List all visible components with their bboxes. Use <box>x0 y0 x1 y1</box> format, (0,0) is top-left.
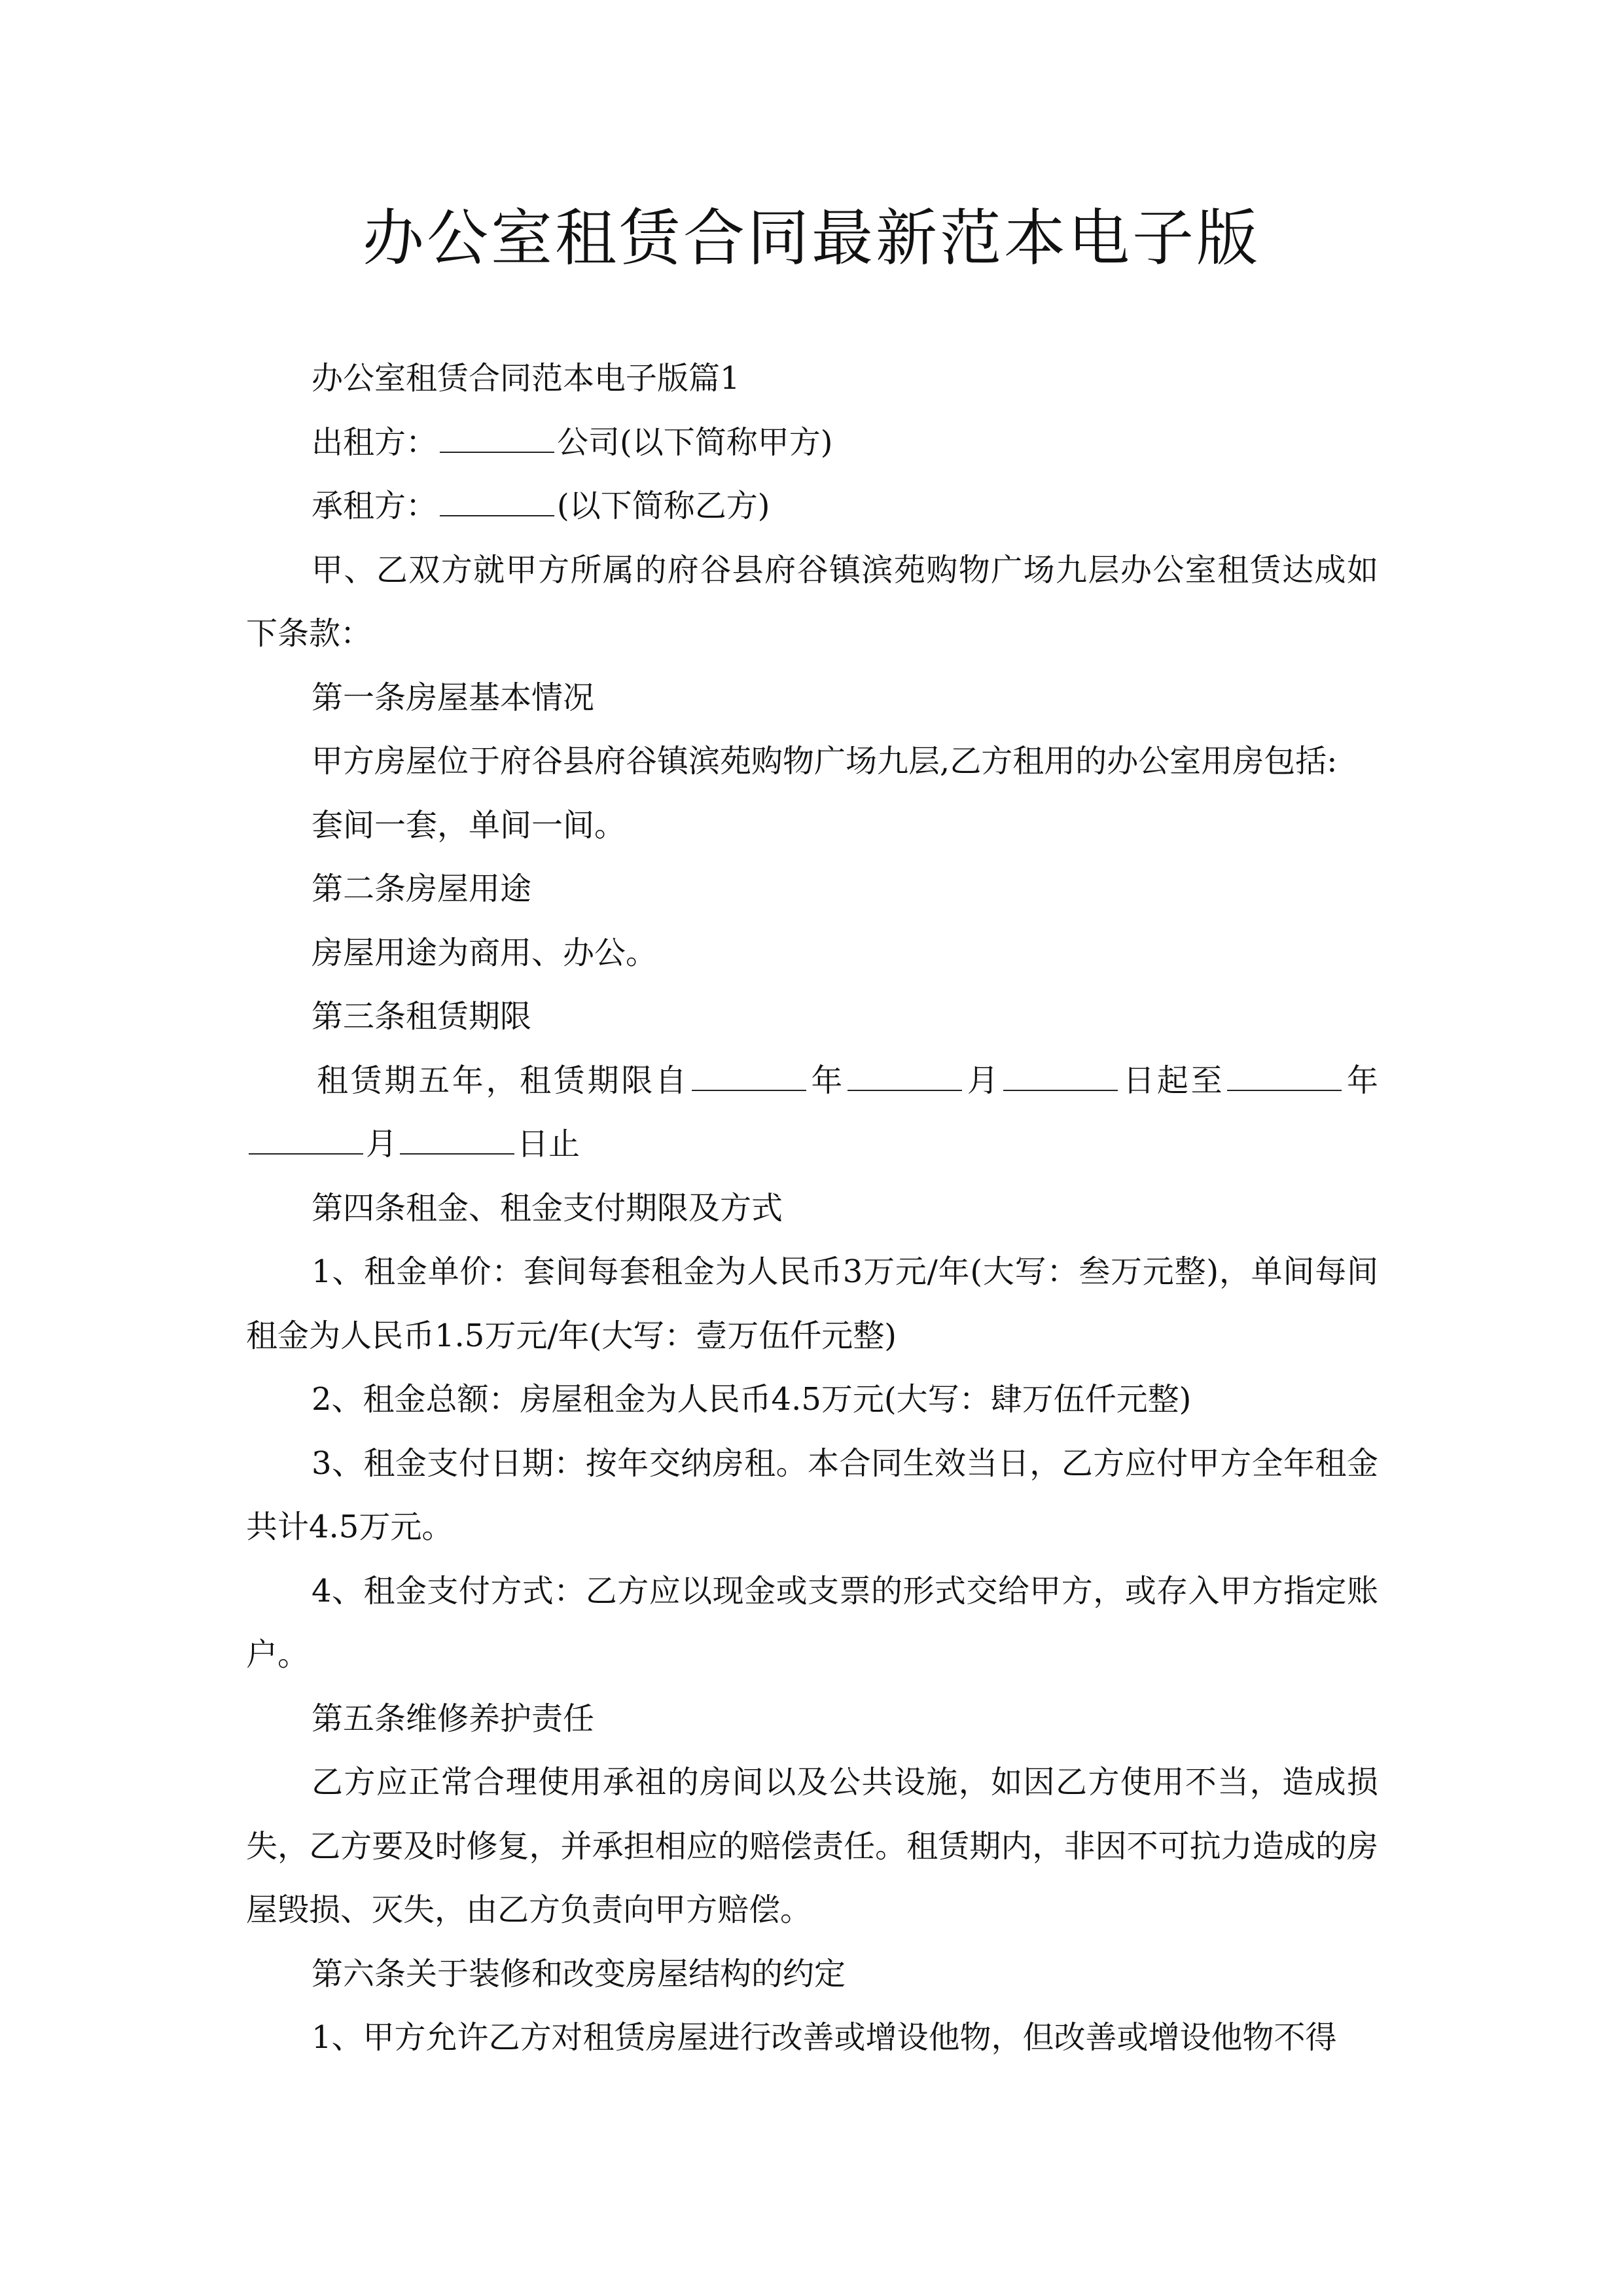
term-text-7: 日止 <box>517 1126 580 1162</box>
term-blank-day-end <box>400 1153 514 1155</box>
article-6-paragraph-1: 1、甲方允许乙方对租赁房屋进行改善或增设他物，但改善或增设他物不得 <box>312 2019 1337 2056</box>
lessor-line <box>246 411 1378 475</box>
term-text-3: 月 <box>965 1062 1001 1099</box>
term-blank-year-start <box>692 1089 806 1091</box>
article-4-paragraph-3: 3、租金支付日期：按年交纳房租。本合同生效当日，乙方应付甲方全年租金共计4.5万元。 <box>246 1444 1378 1545</box>
article-2-title: 第二条房屋用途 <box>312 870 532 907</box>
lessee-label: 承租方： <box>312 488 438 524</box>
article-4-paragraph-1: 1、租金单价：套间每套租金为人民币3万元/年(大写：叁万元整)，单间每间租金为人民币1.5万元/年(大写：壹万伍仟元整) <box>246 1253 1378 1354</box>
term-blank-day-start <box>1003 1089 1118 1091</box>
article-4-paragraph-2: 2、租金总额：房屋租金为人民币4.5万元(大写：肆万伍仟元整) <box>312 1381 1192 1418</box>
article-1-paragraph-2: 套间一套，单间一间。 <box>312 806 626 844</box>
article-2-paragraph-1: 房屋用途为商用、办公。 <box>312 934 658 971</box>
document-title: 办公室租赁合同最新范本电子版 <box>362 203 1260 274</box>
term-text-2: 年 <box>808 1062 846 1099</box>
article-4-paragraph-4: 4、租金支付方式：乙方应以现金或支票的形式交给甲方，或存入甲方指定账户。 <box>246 1572 1378 1673</box>
term-text-1: 租赁期五年，租赁期限自 <box>317 1062 689 1099</box>
article-3-title: 第三条租赁期限 <box>312 998 532 1035</box>
article-5-paragraph-1: 乙方应正常合理使用承祖的房间以及公共设施，如因乙方使用不当，造成损失，乙方要及时修复，并承担相应的赔偿责任。租赁期内，非因不可抗力造成的房屋毁损、灭失，由乙方负责向甲方赔偿。 <box>246 1764 1378 1928</box>
term-text-4: 日起至 <box>1120 1062 1225 1099</box>
lessor-label: 出租方： <box>312 423 438 461</box>
lessee-blank <box>440 514 554 516</box>
term-blank-month-start <box>847 1089 962 1091</box>
article-5-title: 第五条维修养护责任 <box>312 1700 595 1737</box>
document-body <box>246 347 1378 2070</box>
article-1-paragraph-1: 甲方房屋位于府谷县府谷镇滨苑购物广场九层,乙方租用的办公室用房包括: <box>312 743 1338 780</box>
lessee-suffix: (以下简称乙方) <box>557 488 770 524</box>
section-heading: 办公室租赁合同范本电子版篇1 <box>312 360 740 397</box>
article-3-paragraph-1 <box>246 1049 1378 1177</box>
article-1-title: 第一条房屋基本情况 <box>312 679 595 716</box>
lessee-line <box>246 475 1378 539</box>
term-blank-month-end <box>249 1153 363 1155</box>
lessor-blank <box>440 451 554 453</box>
article-6-title: 第六条关于装修和改变房屋结构的约定 <box>312 1955 846 1992</box>
term-blank-year-end <box>1227 1089 1342 1091</box>
intro-paragraph: 甲、乙双方就甲方所属的府谷县府谷镇滨苑购物广场九层办公室租赁达成如下条款： <box>246 551 1378 652</box>
term-text-6: 月 <box>366 1126 398 1162</box>
lessor-suffix: 公司(以下简称甲方) <box>557 423 833 461</box>
article-4-title: 第四条租金、租金支付期限及方式 <box>312 1189 783 1227</box>
term-text-5: 年 <box>1344 1062 1378 1099</box>
